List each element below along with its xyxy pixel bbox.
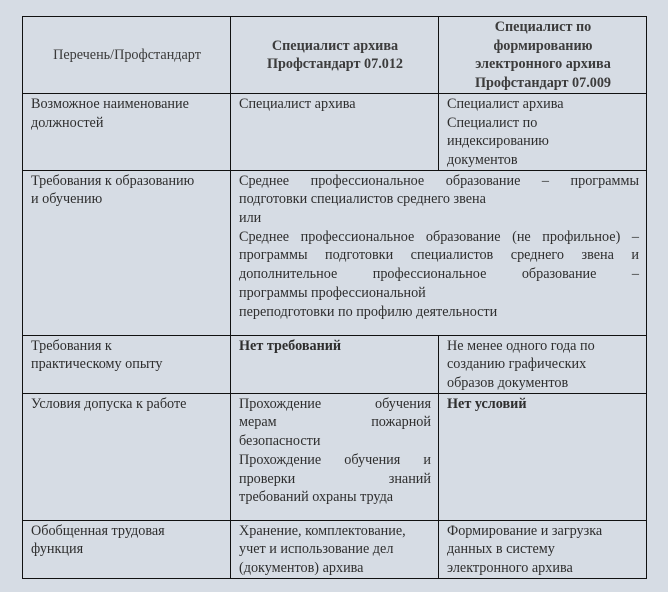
row-label: Условия допуска к работе xyxy=(23,393,231,520)
cell-archive-specialist: Прохождение обучения мерам пожарной безопасности Прохождение обучения и проверки знаний требований охраны труда xyxy=(231,393,439,520)
profstandard-comparison-table xyxy=(22,16,647,579)
table-row-position-names xyxy=(23,93,647,170)
cell-electronic-archive-specialist: Не менее одного года по созданию графических образов документов xyxy=(439,335,647,393)
table-row-education-requirements xyxy=(23,170,647,335)
header-electronic-archive-specialist: Специалист по формированию электронного архива Профстандарт 07.009 xyxy=(439,17,647,94)
cell-archive-specialist: Специалист архива xyxy=(231,93,439,170)
row-label: Возможное наименование должностей xyxy=(23,93,231,170)
cell-electronic-archive-specialist: Формирование и загрузка данных в систему электронного архива xyxy=(439,520,647,578)
row-label: Требования к практическому опыту xyxy=(23,335,231,393)
table-row-practical-experience xyxy=(23,335,647,393)
table-row-generalized-labor-function xyxy=(23,520,647,578)
cell-electronic-archive-specialist: Нет условий xyxy=(439,393,647,520)
header-list-profstandard: Перечень/Профстандарт xyxy=(23,17,231,94)
header-row xyxy=(23,17,647,94)
cell-archive-specialist: Хранение, комплектование, учет и использование дел (документов) архива xyxy=(231,520,439,578)
cell-archive-specialist: Нет требований xyxy=(231,335,439,393)
row-label: Требования к образованию и обучению xyxy=(23,170,231,335)
cell-electronic-archive-specialist: Специалист архива Специалист по индексированию документов xyxy=(439,93,647,170)
table-row-admission-conditions xyxy=(23,393,647,520)
header-archive-specialist: Специалист архива Профстандарт 07.012 xyxy=(231,17,439,94)
cell-merged-education: Среднее профессиональное образование – программы подготовки специалистов среднего звена или Среднее профессиональное образование (не профильное) – программы подготовки специалистов среднего звена и дополнительное профессиональное образование – программы профессиональной переподготовки по профилю деятельности xyxy=(231,170,647,335)
row-label: Обобщенная трудовая функция xyxy=(23,520,231,578)
